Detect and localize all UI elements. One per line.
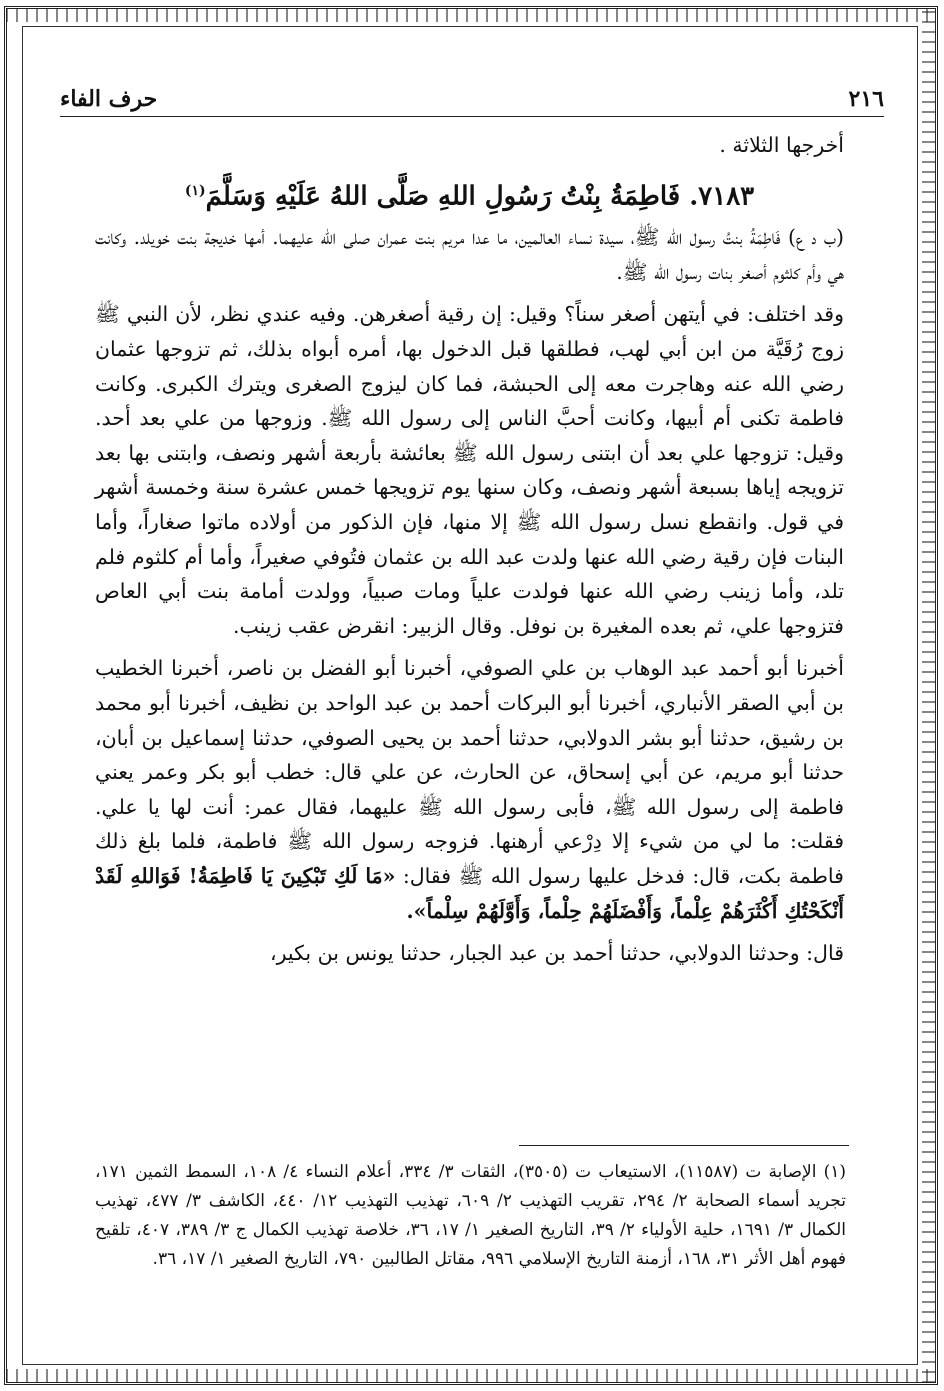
footnote: (١) الإصابة ت (١١٥٨٧)، الاستيعاب ت (٣٥٠٥)، الثقات ٣/ ٣٣٤، أعلام النساء ٤/ ١٠٨، السمط الثمين ١٧١، تجريد أسماء الصحابة ٢/ ٢٩٤، تقريب التهذيب ٢/ ٦٠٩، تهذيب التهذيب ١٢/ ٤٤٠، الكاشف ٣/ ٤٧٧، تهذيب الكمال ٣/ ١٦٩١، حلية الأولياء ٢/ ٣٩، التاريخ الصغير ١/ ١٧، ٣٦، خلاصة تهذيب الكمال ج ٣/ ٣٨٩، ٤٠٧، تلقيح فهوم أهل الأثر ٣١، ١٦٨، أزمنة التاريخ الإسلامي ٩٩٦، مقاتل الطالبين ٧٩٠، التاريخ الصغير ١/ ١٧، ٣٦. bbox=[95, 1162, 846, 1269]
border-ornament-right bbox=[922, 8, 936, 1383]
paragraph-details: وقد اختلف: في أيتهن أصغر سناً؟ وقيل: إن رقية أصغرهن. وفيه عندي نظر، لأن النبي ﷺ زوج رُقَيَّة من ابن أبي لهب، فطلقها قبل الدخول بها، أمره أبواه بذلك، ثم تزوجها عثمان رضي الله عنه وهاجرت معه إلى الحبشة، فما كان ليزوج الصغرى ويترك الكبرى. وكانت فاطمة تكنى أم أبيها، وكانت أحبَّ الناس إلى رسول الله ﷺ. وزوجها من علي بعد أحد. وقيل: تزوجها علي بعد أن ابتنى رسول الله ﷺ بعائشة بأربعة أشهر ونصف، وابتنى بها بعد تزويجه إياها بسبعة أشهر ونصف، وكان سنها يوم تزويجها خمس عشرة سنة وخمسة أشهر في قول. وانقطع نسل رسول الله ﷺ إلا منها، فإن الذكور من أولاده ماتوا صغاراً، وأما البنات فإن رقية رضي الله عنها ولدت عبد الله بن عثمان فتُوفي صغيراً، وأما أم كلثوم فلم تلد، وأما زينب رضي الله عنها فولدت علياً ومات صبياً، وولدت أمامة بنت أبي العاص فتزوجها علي، ثم بعده المغيرة بن نوفل. وقال الزبير: انقرض عقب زينب. bbox=[95, 302, 844, 638]
footnote-separator bbox=[519, 1145, 849, 1146]
page-number: ٢١٦ bbox=[848, 86, 884, 112]
paragraph-biography: (ب د ع) فَاطِمَةُ بنتُ رسول الله ﷺ، سيدة نساء العالمين، ما عدا مريم بنت عمران صلى الله عليهما. أمها خديجة بنت خويلد. وكانت هي وأم كلثوم أصغر بنات رسول الله ﷺ. bbox=[95, 225, 844, 284]
paragraph-hadith bbox=[95, 651, 844, 928]
footnote-marker: (١) bbox=[184, 182, 206, 199]
main-text bbox=[95, 128, 844, 979]
page-header bbox=[60, 78, 884, 117]
hadith-quote: «مَا لَكِ تَبْكِينَ يَا فَاطِمَةُ! فَوَاللهِ لَقَدْ أَنْكَحْتُكِ أَكْثَرَهُمْ عِلْماً، وَأَفْضَلَهُمْ حِلْماً، وَأَوَّلَهُمْ سِلْماً». bbox=[95, 863, 844, 923]
border-ornament-bottom bbox=[6, 1369, 936, 1383]
section-title: حرف الفاء bbox=[60, 86, 158, 112]
entry-title bbox=[95, 171, 844, 217]
paragraph-continuation: قال: وحدثنا الدولابي، حدثنا أحمد بن عبد الجبار، حدثنا يونس بن بكير، bbox=[269, 941, 844, 966]
hadith-chain: أخبرنا أبو أحمد عبد الوهاب بن علي الصوفي، أخبرنا أبو الفضل بن ناصر، أخبرنا الخطيب بن أبي الصقر الأنباري، أخبرنا أبو البركات أحمد بن عبد الواحد بن نظيف، أخبرنا أبو محمد بن رشيق، حدثنا أبو بشر الدولابي، حدثنا أحمد بن يحيى الصوفي، حدثنا إسماعيل بن أبان، حدثنا أبو مريم، عن أبي إسحاق، عن الحارث، عن علي قال: خطب أبو بكر وعمر يعني فاطمة إلى رسول الله ﷺ، فأبى رسول الله ﷺ عليهما، فقال عمر: أنت لها يا علي. فقلت: ما لي من شيء إلا دِرْعي أرهنها. فزوجه رسول الله ﷺ فاطمة، فلما بلغ ذلك فاطمة بكت، قال: فدخل عليها رسول الله ﷺ فقال: bbox=[95, 656, 844, 888]
border-ornament-top bbox=[6, 8, 936, 22]
intro-line: أخرجها الثلاثة . bbox=[719, 133, 844, 157]
entry-title-text: ٧١٨٣. فَاطِمَةُ بِنْتُ رَسُولِ اللهِ صَلَّى اللهُ عَلَيْهِ وَسَلَّمَ bbox=[205, 181, 755, 212]
